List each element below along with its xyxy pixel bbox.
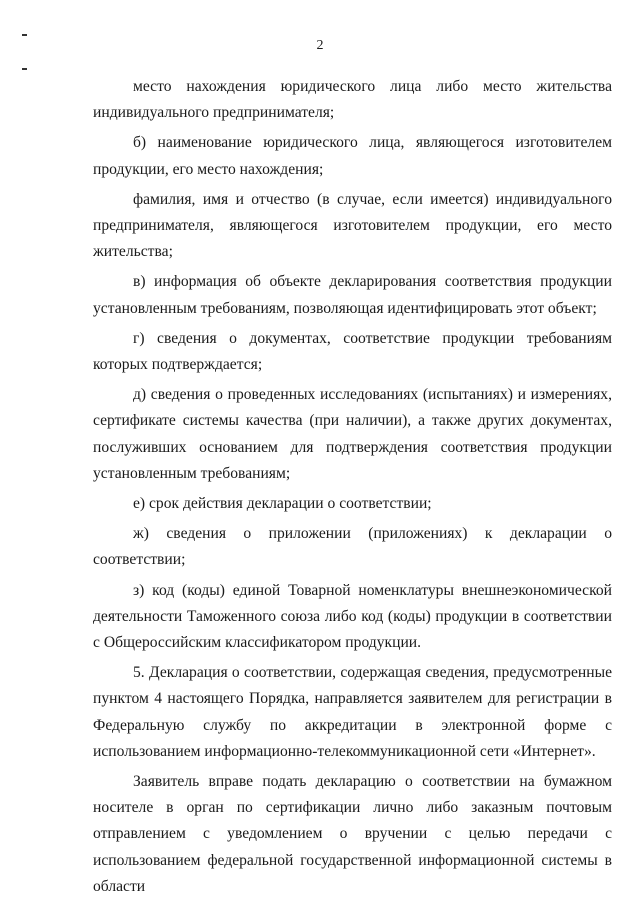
paragraph-location: место нахождения юридического лица либо место жительства индивидуального предпринимателя; [93,78,612,122]
body-text [93,74,612,900]
paragraph-section-5: 5. Декларация о соответствии, содержащая сведения, предусмотренные пунктом 4 настоящего Порядка, направляется заявителем для регистрации в Федеральную службу по аккредитации в электронной форме с использованием информационно-телекоммуникационной сети «Интернет». [93,664,612,760]
page-number: 2 [316,38,324,53]
paragraph-item-z: з) код (коды) единой Товарной номенклатуры внешнеэкономической деятельности Таможенного союза либо код (коды) продукции в соответствии с Общероссийским классификатором продукции. [93,581,612,652]
scan-mark [22,34,27,36]
paragraph-item-d: д) сведения о проведенных исследованиях (испытаниях) и измерениях, сертификате системы качества (при наличии), а также других документах, послуживших основанием для подтверждения соответствия продукции установленным требованиям; [93,386,612,482]
paragraph-applicant-right: Заявитель вправе подать декларацию о соответствии на бумажном носителе в орган по сертификации лично либо заказным почтовым отправлением с уведомлением о вручении с целью передачи с использованием федеральной государственной информационной системы в области [93,773,612,895]
scan-mark [22,68,27,70]
paragraph-entrepreneur-name: фамилия, имя и отчество (в случае, если имеется) индивидуального предпринимателя, являющегося изготовителем продукции, его место жительства; [93,190,612,261]
paragraph-item-g: г) сведения о документах, соответствие продукции требованиям которых подтверждается; [93,329,612,374]
paragraph-item-e: е) срок действия декларации о соответствии; [133,495,432,513]
paragraph-item-zh: ж) сведения о приложении (приложениях) к декларации о соответствии; [93,525,612,569]
paragraph-item-b: б) наименование юридического лица, являющегося изготовителем продукции, его место нахождения; [93,134,612,178]
paragraph-item-v: в) информация об объекте декларирования соответствия продукции установленным требованиям, позволяющая идентифицировать этот объект; [93,273,612,317]
